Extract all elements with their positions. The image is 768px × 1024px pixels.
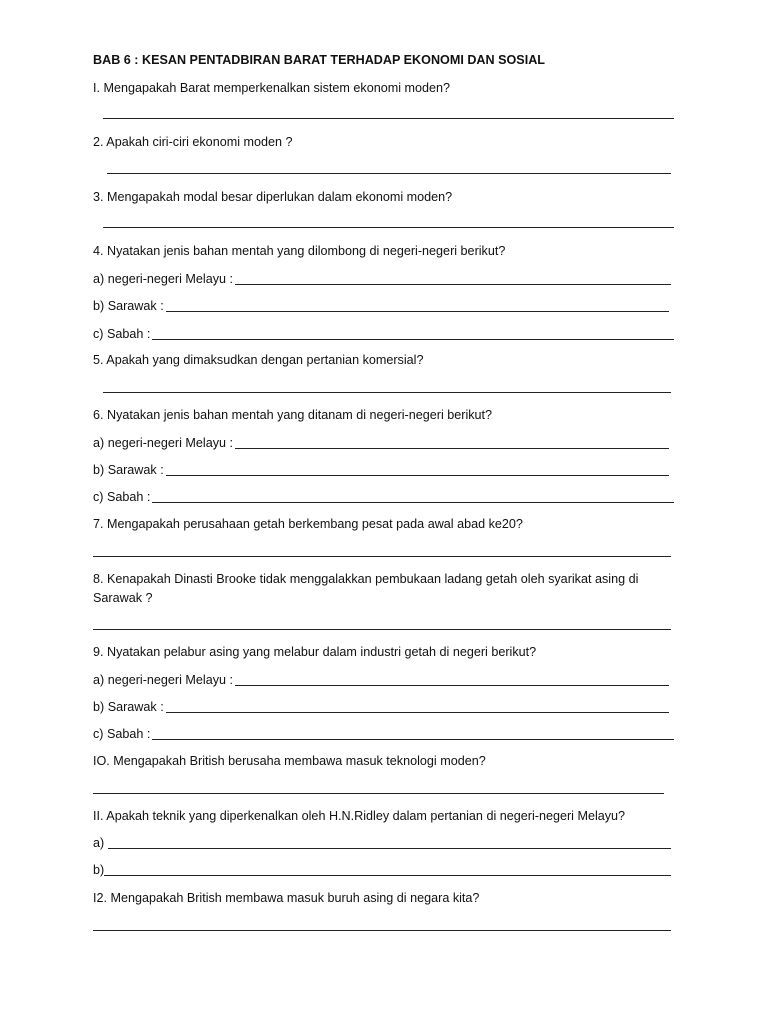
question-7: 7. Mengapakah perusahaan getah berkembang pesat pada awal abad ke20? [93,517,523,531]
label-4a: a) negeri-negeri Melayu : [93,272,234,286]
question-2: 2. Apakah ciri-ciri ekonomi moden ? [93,135,293,149]
answer-line-11b[interactable] [104,875,671,876]
answer-line-6c[interactable] [152,502,674,503]
answer-line-4c[interactable] [152,339,674,340]
answer-line-10[interactable] [93,793,664,794]
question-6: 6. Nyatakan jenis bahan mentah yang ditanam di negeri-negeri berikut? [93,408,493,422]
label-9a: a) negeri-negeri Melayu : [93,673,234,687]
answer-row-4c[interactable] [93,325,674,343]
label-11b: b) [93,863,105,877]
question-12: I2. Mengapakah British membawa masuk buruh asing di negara kita? [93,891,480,905]
label-4b: b) Sarawak : [93,299,164,313]
answer-row-9c[interactable] [93,725,674,743]
answer-row-6b[interactable] [93,461,669,479]
answer-row-9a[interactable] [93,671,669,689]
answer-line-7[interactable] [93,556,671,557]
answer-line-8[interactable] [93,629,671,630]
answer-line-9b[interactable] [166,712,669,713]
answer-line-4a[interactable] [235,284,671,285]
worksheet-title: BAB 6 : KESAN PENTADBIRAN BARAT TERHADAP EKONOMI DAN SOSIAL [93,53,545,67]
question-1: I. Mengapakah Barat memperkenalkan sistem ekonomi moden? [93,81,451,95]
answer-line-9a[interactable] [235,685,669,686]
answer-row-9b[interactable] [93,698,669,716]
question-11: II. Apakah teknik yang diperkenalkan oleh H.N.Ridley dalam pertanian di negeri-negeri Melayu? [93,809,626,823]
answer-row-11a[interactable] [93,834,671,852]
question-5: 5. Apakah yang dimaksudkan dengan pertanian komersial? [93,353,424,367]
answer-row-4a[interactable] [93,270,671,288]
answer-line-1[interactable] [103,118,674,119]
question-3: 3. Mengapakah modal besar diperlukan dalam ekonomi moden? [93,190,453,204]
label-6a: a) negeri-negeri Melayu : [93,436,234,450]
answer-line-6b[interactable] [166,475,669,476]
answer-line-12[interactable] [93,930,671,931]
answer-line-2[interactable] [107,173,671,174]
label-6b: b) Sarawak : [93,463,164,477]
question-10: IO. Mengapakah British berusaha membawa masuk teknologi moden? [93,754,486,768]
answer-line-4b[interactable] [166,311,669,312]
question-4: 4. Nyatakan jenis bahan mentah yang dilombong di negeri-negeri berikut? [93,244,506,258]
label-6c: c) Sabah : [93,490,151,504]
answer-line-3[interactable] [103,227,674,228]
answer-row-4b[interactable] [93,297,669,315]
answer-row-6c[interactable] [93,488,674,506]
label-11a: a) [93,836,105,850]
answer-line-11a[interactable] [108,848,671,849]
answer-row-6a[interactable] [93,434,669,452]
answer-line-9c[interactable] [152,739,674,740]
question-8: 8. Kenapakah Dinasti Brooke tidak menggalakkan pembukaan ladang getah oleh syarikat asing di Sarawak ? [93,572,639,605]
answer-row-11b[interactable] [93,861,671,879]
label-9b: b) Sarawak : [93,700,164,714]
answer-line-6a[interactable] [235,448,669,449]
label-4c: c) Sabah : [93,327,151,341]
question-9: 9. Nyatakan pelabur asing yang melabur dalam industri getah di negeri berikut? [93,645,537,659]
answer-line-5[interactable] [103,392,671,393]
label-9c: c) Sabah : [93,727,151,741]
